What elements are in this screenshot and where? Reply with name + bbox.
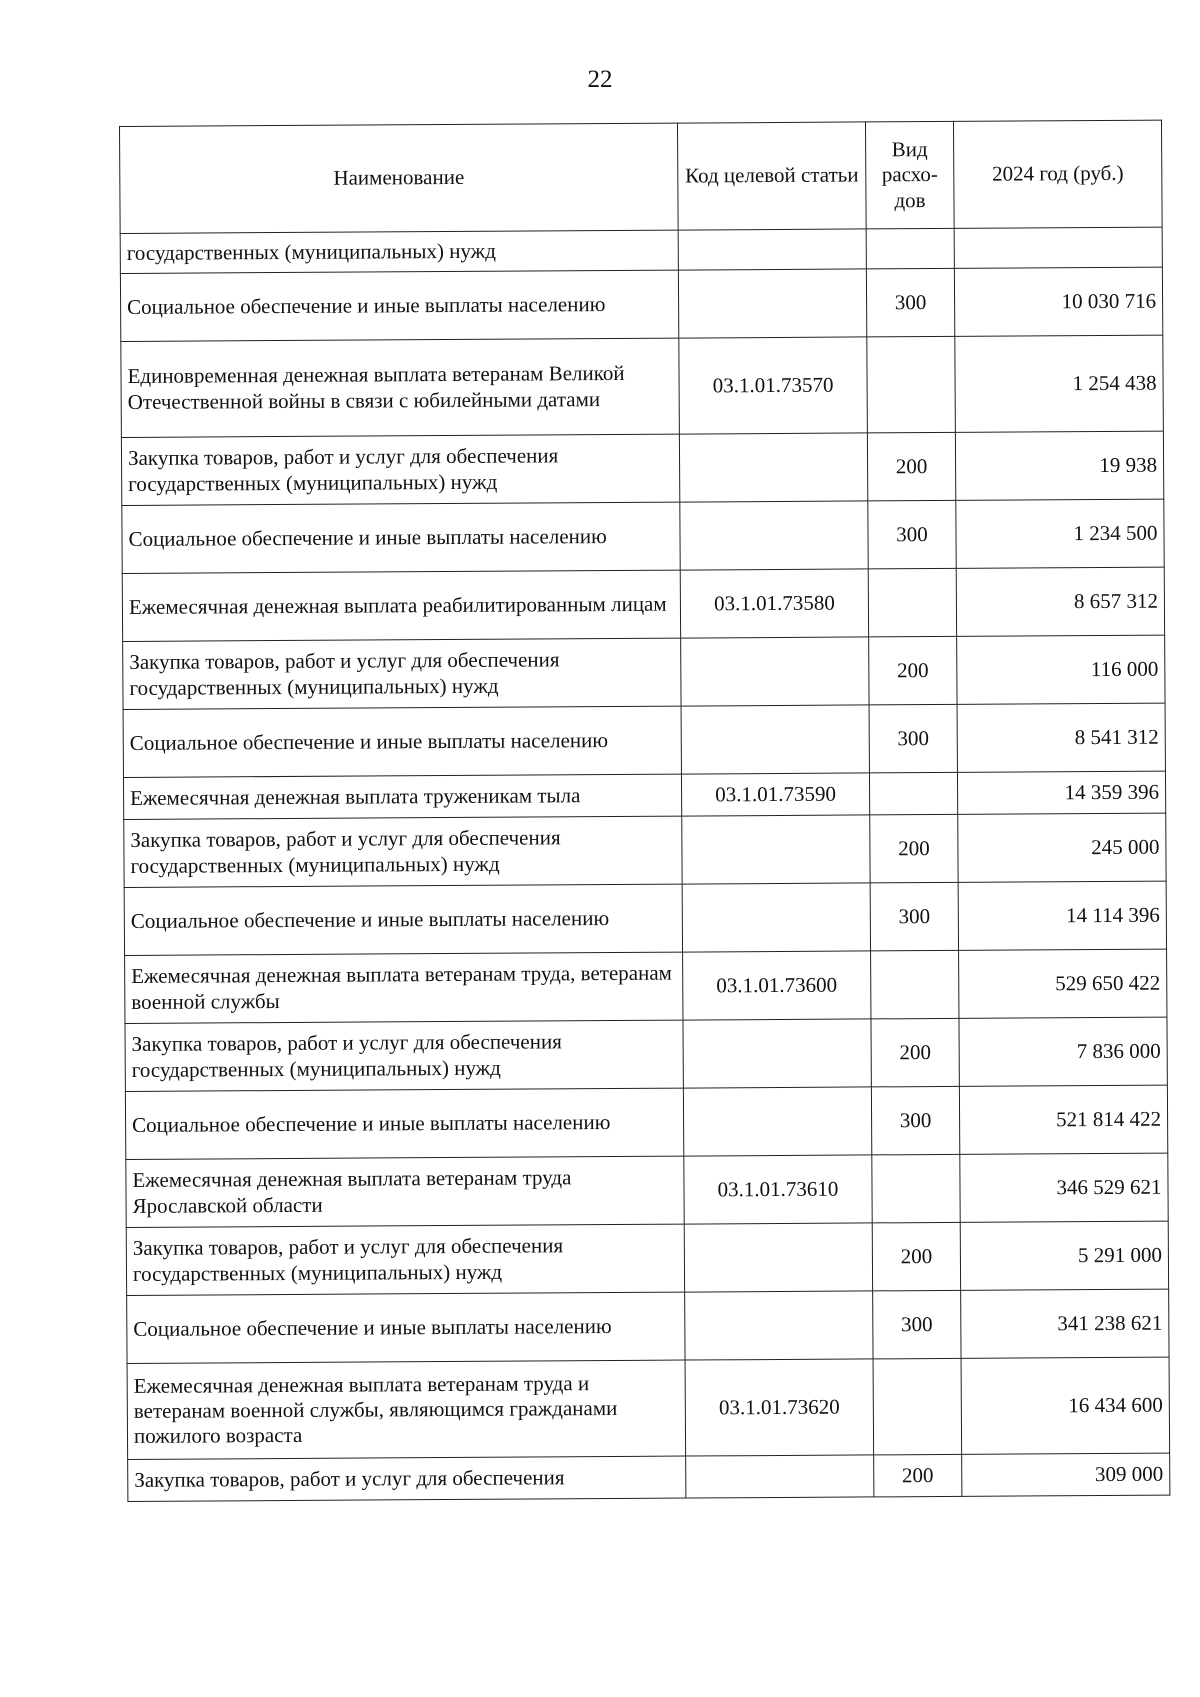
row-type: 200 (867, 432, 955, 501)
row-code (682, 815, 870, 884)
row-type (869, 772, 957, 815)
row-type (873, 1358, 962, 1455)
row-code (682, 883, 870, 952)
row-amount: 1 254 438 (955, 335, 1164, 432)
row-name: Ежемесячная денежная выплата ветеранам труда и ветеранам военной службы, являющимся гражданами пожилого возраста (127, 1360, 686, 1459)
row-type (868, 568, 956, 637)
table-row (126, 1221, 1168, 1295)
table-row (120, 267, 1162, 341)
row-type: 200 (869, 636, 957, 705)
row-name: Социальное обеспечение и иные выплаты населению (122, 502, 680, 573)
row-type (866, 228, 954, 269)
table-header-row (120, 120, 1163, 233)
table-row (122, 499, 1164, 573)
header-name: Наименование (120, 123, 679, 233)
row-name: Единовременная денежная выплата ветеранам Великой Отечественной войны в связи с юбилейными датами (121, 338, 680, 437)
row-code (681, 637, 869, 706)
row-type: 300 (869, 704, 957, 773)
table-row (128, 1453, 1170, 1501)
row-type: 200 (871, 1018, 959, 1087)
row-code (683, 1019, 871, 1088)
row-type: 300 (871, 1086, 959, 1155)
row-amount: 116 000 (957, 635, 1165, 704)
row-type: 200 (872, 1222, 960, 1291)
row-amount: 521 814 422 (959, 1085, 1167, 1154)
table-row (124, 813, 1166, 887)
row-type: 300 (866, 268, 954, 337)
row-amount: 10 030 716 (954, 267, 1162, 336)
row-code (679, 433, 867, 502)
table-row (127, 1357, 1170, 1459)
row-name: государственных (муниципальных) нужд (120, 230, 678, 273)
table-row (125, 949, 1167, 1023)
row-amount: 14 359 396 (957, 771, 1165, 814)
row-name: Закупка товаров, работ и услуг для обеспечения государственных (муниципальных) нужд (121, 434, 679, 505)
row-name: Ежемесячная денежная выплата реабилитированным лицам (122, 570, 680, 641)
budget-table (119, 120, 1170, 1502)
row-type: 200 (870, 814, 958, 883)
row-code (685, 1291, 873, 1360)
row-name: Закупка товаров, работ и услуг для обеспечения (128, 1456, 686, 1501)
table-row (125, 1017, 1167, 1091)
row-amount: 245 000 (958, 813, 1166, 882)
table-row (121, 431, 1163, 505)
row-code (684, 1223, 872, 1292)
table-row (123, 635, 1165, 709)
row-code: 03.1.01.73620 (685, 1359, 874, 1456)
row-amount: 8 657 312 (956, 567, 1164, 636)
row-code (683, 1087, 871, 1156)
header-code: Код целевой статьи (677, 122, 866, 230)
row-amount: 529 650 422 (959, 949, 1167, 1018)
header-type: Вид расхо-дов (865, 121, 954, 229)
row-type: 300 (870, 882, 958, 951)
row-amount: 14 114 396 (958, 881, 1166, 950)
row-code: 03.1.01.73610 (684, 1155, 872, 1224)
row-name: Закупка товаров, работ и услуг для обеспечения государственных (муниципальных) нужд (124, 816, 682, 887)
row-code (681, 705, 869, 774)
row-name: Социальное обеспечение и иные выплаты населению (127, 1292, 685, 1363)
row-amount: 16 434 600 (961, 1357, 1170, 1454)
row-name: Социальное обеспечение и иные выплаты населению (125, 1088, 683, 1159)
row-type: 300 (868, 500, 956, 569)
table-row (124, 881, 1166, 955)
row-type (872, 1154, 960, 1223)
row-amount: 7 836 000 (959, 1017, 1167, 1086)
row-amount: 5 291 000 (960, 1221, 1168, 1290)
table-row (123, 771, 1165, 819)
row-name: Ежемесячная денежная выплата ветеранам труда, ветеранам военной службы (125, 952, 683, 1023)
row-type: 300 (873, 1290, 961, 1359)
row-amount: 19 938 (955, 431, 1163, 500)
row-amount: 8 541 312 (957, 703, 1165, 772)
row-amount: 1 234 500 (956, 499, 1164, 568)
row-amount: 341 238 621 (961, 1289, 1169, 1358)
table-row (122, 567, 1164, 641)
row-code: 03.1.01.73580 (680, 569, 868, 638)
row-code (678, 229, 866, 270)
row-name: Социальное обеспечение и иные выплаты населению (120, 270, 678, 341)
row-name: Социальное обеспечение и иные выплаты населению (124, 884, 682, 955)
row-type: 200 (874, 1454, 962, 1497)
row-name: Социальное обеспечение и иные выплаты населению (123, 706, 681, 777)
row-amount: 346 529 621 (960, 1153, 1168, 1222)
header-amount: 2024 год (руб.) (953, 120, 1162, 228)
row-code (680, 501, 868, 570)
row-name: Ежемесячная денежная выплата труженикам тыла (123, 774, 681, 819)
table-row (123, 703, 1165, 777)
row-code (678, 269, 866, 338)
row-type (871, 950, 959, 1019)
row-name: Закупка товаров, работ и услуг для обеспечения государственных (муниципальных) нужд (125, 1020, 683, 1091)
row-code: 03.1.01.73590 (681, 773, 869, 816)
table-row (121, 335, 1164, 437)
table-row (127, 1289, 1169, 1363)
row-name: Закупка товаров, работ и услуг для обеспечения государственных (муниципальных) нужд (123, 638, 681, 709)
row-code (686, 1455, 874, 1498)
table-row (126, 1153, 1168, 1227)
table-row (125, 1085, 1167, 1159)
page-number: 22 (587, 66, 613, 93)
row-amount: 309 000 (962, 1453, 1170, 1496)
table-body (120, 227, 1170, 1501)
row-amount (954, 227, 1162, 268)
table-row (120, 227, 1162, 273)
row-name: Ежемесячная денежная выплата ветеранам труда Ярославской области (126, 1156, 684, 1227)
row-code: 03.1.01.73570 (679, 337, 868, 434)
row-code: 03.1.01.73600 (683, 951, 871, 1020)
row-type (867, 336, 956, 433)
row-name: Закупка товаров, работ и услуг для обеспечения государственных (муниципальных) нужд (126, 1224, 684, 1295)
